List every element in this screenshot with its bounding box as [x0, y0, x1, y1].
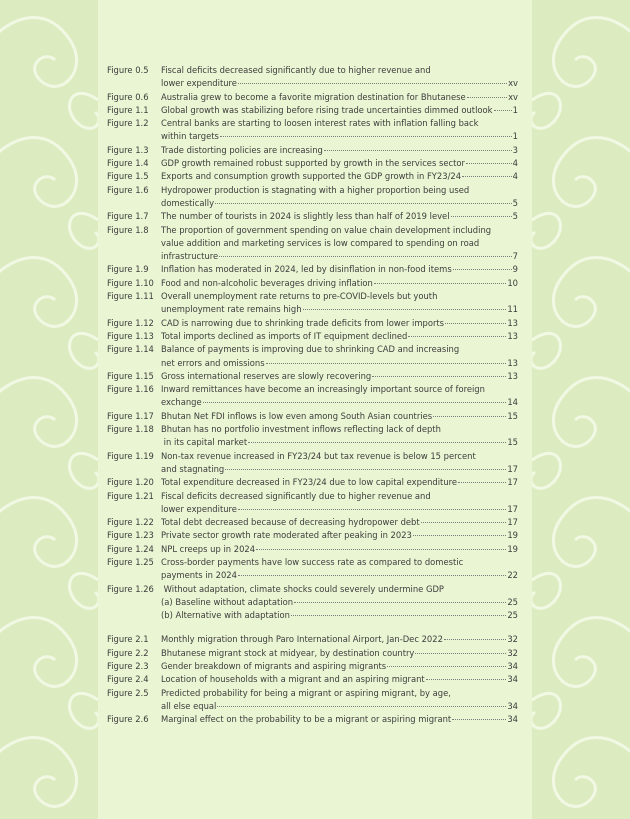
figure-number: Figure 1.6 — [107, 184, 149, 195]
caption-line — [161, 104, 518, 117]
figure-number: Figure 1.23 — [107, 530, 154, 541]
dot-leader — [294, 602, 506, 603]
page-number[interactable]: 4 — [512, 171, 518, 182]
figure-entry[interactable] — [107, 596, 518, 609]
page-number[interactable]: xv — [508, 78, 518, 89]
caption-text: Overall unemployment rate returns to pre-COVID-levels but youth — [161, 291, 438, 302]
page-number[interactable]: 25 — [507, 610, 518, 621]
figure-entry[interactable] — [107, 673, 518, 686]
figure-number: Figure 2.6 — [107, 714, 149, 725]
figure-number: Figure 1.11 — [107, 291, 154, 302]
dot-leader — [215, 203, 512, 204]
figure-entry[interactable] — [107, 660, 518, 673]
figure-entry[interactable] — [107, 529, 518, 542]
dot-leader — [256, 549, 506, 550]
caption-line — [161, 516, 518, 529]
dot-leader — [467, 97, 507, 98]
figure-caption — [161, 543, 518, 556]
caption-text: Hydropower production is stagnating with a higher proportion being used — [161, 184, 470, 195]
caption-line — [161, 383, 518, 396]
caption-line — [161, 303, 518, 316]
figure-entry[interactable] — [107, 383, 518, 410]
dot-leader — [238, 83, 507, 84]
figure-number: Figure 1.3 — [107, 144, 149, 155]
figure-entry[interactable] — [107, 144, 518, 157]
right-ornament-panel — [532, 0, 630, 819]
figure-entry[interactable] — [107, 609, 518, 622]
figure-entry[interactable] — [107, 64, 518, 91]
figure-number: Figure 1.5 — [107, 171, 149, 182]
caption-text: GDP growth remained robust supported by growth in the services sector — [161, 158, 465, 169]
figure-entry[interactable] — [107, 210, 518, 223]
figure-caption — [161, 383, 518, 410]
caption-text: Cross-border payments have low success rate as compared to domestic — [161, 556, 464, 567]
figure-caption — [161, 104, 518, 117]
caption-line — [161, 91, 518, 104]
caption-text: Food and non-alcoholic beverages driving inflation — [161, 277, 373, 288]
caption-text: Gender breakdown of migrants and aspiring migrants — [161, 661, 387, 672]
page-number[interactable]: 19 — [507, 530, 518, 541]
caption-line — [161, 117, 518, 130]
figure-caption — [161, 64, 518, 91]
figure-caption — [161, 583, 518, 596]
caption-line — [161, 317, 518, 330]
caption-text: Monthly migration through Paro International Airport, Jan-Dec 2022 — [161, 634, 443, 645]
page-number[interactable]: 15 — [507, 437, 518, 448]
dot-leader — [494, 110, 512, 111]
figure-number: Figure 1.19 — [107, 450, 154, 461]
figure-number — [107, 609, 161, 622]
figure-entry[interactable] — [107, 543, 518, 556]
page-number[interactable]: 13 — [507, 370, 518, 381]
figure-caption — [161, 157, 518, 170]
caption-line — [161, 423, 518, 436]
page-number[interactable]: 34 — [507, 674, 518, 685]
figure-caption — [161, 609, 518, 622]
caption-line — [161, 170, 518, 183]
figure-entry[interactable] — [107, 157, 518, 170]
caption-text: NPL creeps up in 2024 — [161, 543, 256, 554]
figure-caption — [161, 516, 518, 529]
dot-leader — [421, 522, 507, 523]
page-number[interactable]: 13 — [507, 357, 518, 368]
figure-entry[interactable] — [107, 91, 518, 104]
page-number[interactable]: 1 — [512, 131, 518, 142]
caption-text: infrastructure — [161, 251, 219, 262]
figure-entry[interactable] — [107, 330, 518, 343]
figure-caption — [161, 370, 518, 383]
figure-entry[interactable] — [107, 263, 518, 276]
figure-entry[interactable] — [107, 516, 518, 529]
caption-text: Total expenditure decreased in FY23/24 due to low capital expenditure — [161, 477, 458, 488]
caption-text: Location of households with a migrant and an aspiring migrant — [161, 674, 425, 685]
caption-text: Inward remittances have become an increasingly important source of foreign — [161, 384, 485, 395]
dot-leader — [415, 653, 506, 654]
figure-number — [107, 596, 161, 609]
caption-text: payments in 2024 — [161, 570, 237, 581]
figure-number: Figure 2.4 — [107, 674, 149, 685]
page-number[interactable]: 11 — [507, 304, 518, 315]
page-number[interactable]: 1 — [512, 104, 518, 115]
page-number[interactable]: 14 — [507, 397, 518, 408]
figure-number: Figure 1.9 — [107, 264, 149, 275]
caption-line — [161, 633, 518, 646]
dot-leader — [303, 309, 507, 310]
caption-line — [161, 184, 518, 197]
figure-caption — [161, 224, 518, 264]
caption-text: Central banks are starting to loosen interest rates with inflation falling back — [161, 118, 479, 129]
swirl-ornament-icon — [532, 0, 630, 819]
caption-text: The number of tourists in 2024 is slightly less than half of 2019 level — [161, 211, 450, 222]
figure-entry[interactable] — [107, 450, 518, 477]
figure-entry[interactable] — [107, 370, 518, 383]
figure-entry[interactable] — [107, 647, 518, 660]
page-number[interactable]: 32 — [507, 647, 518, 658]
caption-line — [161, 370, 518, 383]
caption-line — [161, 543, 518, 556]
caption-line — [161, 77, 518, 90]
caption-line — [161, 410, 518, 423]
page-number[interactable]: 22 — [507, 570, 518, 581]
figure-caption — [161, 633, 518, 646]
caption-text: Total debt decreased because of decreasing hydropower debt — [161, 517, 420, 528]
caption-text: (b) Alternative with adaptation — [161, 610, 290, 621]
dot-leader — [458, 482, 506, 483]
page-number[interactable]: 34 — [507, 661, 518, 672]
dot-leader — [426, 679, 507, 680]
caption-text: (a) Baseline without adaptation — [161, 596, 294, 607]
caption-line — [161, 396, 518, 409]
page-number[interactable]: 4 — [512, 158, 518, 169]
caption-line — [161, 569, 518, 582]
dot-leader — [266, 363, 507, 364]
caption-text: Bhutanese migrant stock at midyear, by destination country — [161, 647, 415, 658]
caption-text: Bhutan has no portfolio investment inflows reflecting lack of depth — [161, 424, 441, 435]
caption-line — [161, 290, 518, 303]
dot-leader — [444, 639, 506, 640]
figure-number: Figure 1.1 — [107, 104, 149, 115]
dot-leader — [445, 323, 506, 324]
figure-caption — [161, 277, 518, 290]
figure-caption — [161, 647, 518, 660]
caption-text: CAD is narrowing due to shrinking trade deficits from lower imports — [161, 317, 445, 328]
page-number[interactable]: 34 — [507, 714, 518, 725]
caption-text: The proportion of government spending on value chain development including — [161, 224, 492, 235]
figure-entry[interactable] — [107, 687, 518, 714]
dot-leader — [452, 719, 506, 720]
dot-leader — [453, 269, 512, 270]
caption-text: Marginal effect on the probability to be a migrant or aspiring migrant — [161, 714, 452, 725]
caption-text: Balance of payments is improving due to shrinking CAD and increasing — [161, 344, 460, 355]
figure-number: Figure 1.17 — [107, 410, 154, 421]
page-number[interactable]: 17 — [507, 477, 518, 488]
page-number[interactable]: 5 — [512, 211, 518, 222]
figure-number: Figure 1.10 — [107, 277, 154, 288]
figure-caption — [161, 660, 518, 673]
dot-leader — [219, 256, 511, 257]
figure-entry[interactable] — [107, 490, 518, 517]
dot-leader — [372, 376, 506, 377]
caption-text: Bhutan Net FDI inflows is low even among South Asian countries — [161, 410, 433, 421]
figure-number: Figure 2.2 — [107, 647, 149, 658]
caption-line — [161, 357, 518, 370]
page-number[interactable]: 19 — [507, 543, 518, 554]
caption-text: Inflation has moderated in 2024, led by disinflation in non-food items — [161, 264, 452, 275]
figure-caption — [161, 170, 518, 183]
dot-leader — [238, 509, 506, 510]
caption-text: all else equal — [161, 700, 217, 711]
figure-number: Figure 2.3 — [107, 661, 149, 672]
figure-number: Figure 1.15 — [107, 370, 154, 381]
dot-leader — [466, 163, 512, 164]
caption-line — [161, 529, 518, 542]
caption-text: Fiscal deficits decreased significantly due to higher revenue and — [161, 490, 431, 501]
caption-line — [161, 343, 518, 356]
figure-entry[interactable] — [107, 343, 518, 370]
caption-text: Fiscal deficits decreased significantly due to higher revenue and — [161, 65, 431, 75]
figure-entry[interactable] — [107, 184, 518, 211]
caption-line — [161, 436, 518, 449]
dot-leader — [324, 150, 512, 151]
caption-line — [161, 609, 518, 622]
caption-line — [161, 700, 518, 713]
caption-line — [161, 130, 518, 143]
figure-number: Figure 1.7 — [107, 211, 149, 222]
figure-number: Figure 1.8 — [107, 224, 149, 235]
figure-caption — [161, 423, 518, 450]
figure-number: Figure 0.6 — [107, 91, 149, 102]
figure-entry[interactable] — [107, 317, 518, 330]
caption-line — [161, 64, 518, 77]
figure-number: Figure 1.25 — [107, 556, 154, 567]
page-number[interactable]: 17 — [507, 463, 518, 474]
figure-caption — [161, 490, 518, 517]
dot-leader — [451, 216, 512, 217]
dot-leader — [374, 283, 506, 284]
caption-text: domestically — [161, 197, 215, 208]
figure-number: Figure 1.12 — [107, 317, 154, 328]
dot-leader — [387, 666, 506, 667]
caption-text: unemployment rate remains high — [161, 304, 302, 315]
dot-leader — [433, 416, 506, 417]
figure-number: Figure 0.5 — [107, 65, 149, 75]
figure-caption — [161, 596, 518, 609]
page-number[interactable]: xv — [508, 91, 518, 102]
page-number[interactable]: 34 — [507, 700, 518, 711]
figure-caption — [161, 290, 518, 317]
page-number[interactable]: 3 — [512, 144, 518, 155]
figure-entry[interactable] — [107, 170, 518, 183]
page-number[interactable]: 10 — [507, 277, 518, 288]
caption-text: exchange — [161, 397, 202, 408]
figure-number: Figure 1.20 — [107, 477, 154, 488]
dot-leader — [203, 402, 507, 403]
figure-caption — [161, 410, 518, 423]
caption-line — [161, 330, 518, 343]
page-number[interactable]: 17 — [507, 517, 518, 528]
page-number[interactable]: 13 — [507, 317, 518, 328]
figure-caption — [161, 556, 518, 583]
figure-caption — [161, 673, 518, 686]
caption-line — [161, 250, 518, 263]
caption-text: Gross international reserves are slowly recovering — [161, 370, 372, 381]
left-ornament-panel — [0, 0, 98, 819]
caption-text: in its capital market — [161, 437, 248, 448]
figure-entry[interactable] — [107, 410, 518, 423]
page-number[interactable]: 25 — [507, 596, 518, 607]
caption-text: Trade distorting policies are increasing — [161, 144, 323, 155]
dot-leader — [225, 469, 506, 470]
figure-caption — [161, 91, 518, 104]
caption-line — [161, 197, 518, 210]
figure-caption — [161, 117, 518, 144]
figure-caption — [161, 687, 518, 714]
figure-caption — [161, 144, 518, 157]
figure-entry[interactable] — [107, 423, 518, 450]
figure-caption — [161, 317, 518, 330]
caption-text: net errors and omissions — [161, 357, 265, 368]
figure-entry[interactable] — [107, 713, 518, 726]
list-of-figures — [107, 64, 518, 727]
caption-line — [161, 157, 518, 170]
figure-number: Figure 1.14 — [107, 344, 154, 355]
page-sheet — [98, 0, 532, 819]
swirl-ornament-icon — [0, 0, 98, 819]
dot-leader — [413, 535, 506, 536]
figure-entry[interactable] — [107, 224, 518, 264]
figure-number: Figure 2.1 — [107, 634, 149, 645]
dot-leader — [291, 615, 506, 616]
figure-caption — [161, 343, 518, 370]
figure-caption — [161, 210, 518, 223]
caption-line — [161, 463, 518, 476]
caption-text: Private sector growth rate moderated after peaking in 2023 — [161, 530, 412, 541]
dot-leader — [248, 442, 506, 443]
figure-number: Figure 1.16 — [107, 384, 154, 395]
caption-line — [161, 713, 518, 726]
figure-number: Figure 1.4 — [107, 158, 149, 169]
figure-caption — [161, 529, 518, 542]
caption-line — [161, 263, 518, 276]
caption-line — [161, 673, 518, 686]
figure-number: Figure 1.24 — [107, 543, 154, 554]
figure-caption — [161, 476, 518, 489]
figure-number: Figure 1.21 — [107, 490, 154, 501]
figure-caption — [161, 330, 518, 343]
caption-line — [161, 277, 518, 290]
figure-entry[interactable] — [107, 556, 518, 583]
caption-line — [161, 556, 518, 569]
page-number[interactable]: 32 — [507, 634, 518, 645]
figure-entry[interactable] — [107, 476, 518, 489]
caption-line — [161, 490, 518, 503]
figure-number: Figure 1.2 — [107, 118, 149, 129]
caption-line — [161, 596, 518, 609]
caption-text: Global growth was stabilizing before rising trade uncertainties dimmed outlook — [161, 104, 493, 115]
caption-line — [161, 660, 518, 673]
figure-entry[interactable] — [107, 633, 518, 646]
caption-line — [161, 503, 518, 516]
dot-leader — [217, 706, 506, 707]
caption-line — [161, 583, 518, 596]
caption-text: Exports and consumption growth supported the GDP growth in FY23/24 — [161, 171, 462, 182]
page-number[interactable]: 5 — [512, 197, 518, 208]
figure-number: Figure 1.18 — [107, 424, 154, 435]
figure-number: Figure 1.26 — [107, 583, 154, 594]
caption-line — [161, 210, 518, 223]
caption-line — [161, 476, 518, 489]
figure-entry[interactable] — [107, 104, 518, 117]
figure-entry[interactable] — [107, 583, 518, 596]
figure-entry[interactable] — [107, 117, 518, 144]
caption-text: Predicted probability for being a migrant or aspiring migrant, by age, — [161, 687, 451, 698]
caption-text: lower expenditure — [161, 78, 237, 89]
figure-caption — [161, 184, 518, 211]
caption-line — [161, 450, 518, 463]
figure-entry[interactable] — [107, 290, 518, 317]
dot-leader — [238, 575, 506, 576]
figure-caption — [161, 713, 518, 726]
caption-text: value addition and marketing services is low compared to spending on road — [161, 237, 480, 248]
caption-text: Total imports declined as imports of IT equipment declined — [161, 330, 408, 341]
dot-leader — [220, 136, 512, 137]
figure-number: Figure 1.22 — [107, 517, 154, 528]
caption-line — [161, 647, 518, 660]
caption-line — [161, 224, 518, 237]
caption-text: within targets — [161, 131, 219, 142]
caption-text: Australia grew to become a favorite migration destination for Bhutanese — [161, 91, 466, 102]
section-gap — [107, 622, 518, 633]
page-number[interactable]: 17 — [507, 503, 518, 514]
page-number[interactable]: 15 — [507, 410, 518, 421]
page-number[interactable]: 9 — [512, 264, 518, 275]
dot-leader — [408, 336, 506, 337]
caption-text: lower expenditure — [161, 503, 237, 514]
caption-line — [161, 144, 518, 157]
figure-caption — [161, 263, 518, 276]
figure-number: Figure 1.13 — [107, 330, 154, 341]
caption-text: Non-tax revenue increased in FY23/24 but tax revenue is below 15 percent — [161, 450, 476, 461]
caption-text: Without adaptation, climate shocks could severely undermine GDP — [161, 583, 444, 594]
page-number[interactable]: 13 — [507, 330, 518, 341]
figure-caption — [161, 450, 518, 477]
caption-text: and stagnating — [161, 463, 225, 474]
figure-number: Figure 2.5 — [107, 687, 149, 698]
figure-entry[interactable] — [107, 277, 518, 290]
caption-line — [161, 687, 518, 700]
caption-line — [161, 237, 518, 250]
page-number[interactable]: 7 — [512, 251, 518, 262]
dot-leader — [462, 176, 512, 177]
